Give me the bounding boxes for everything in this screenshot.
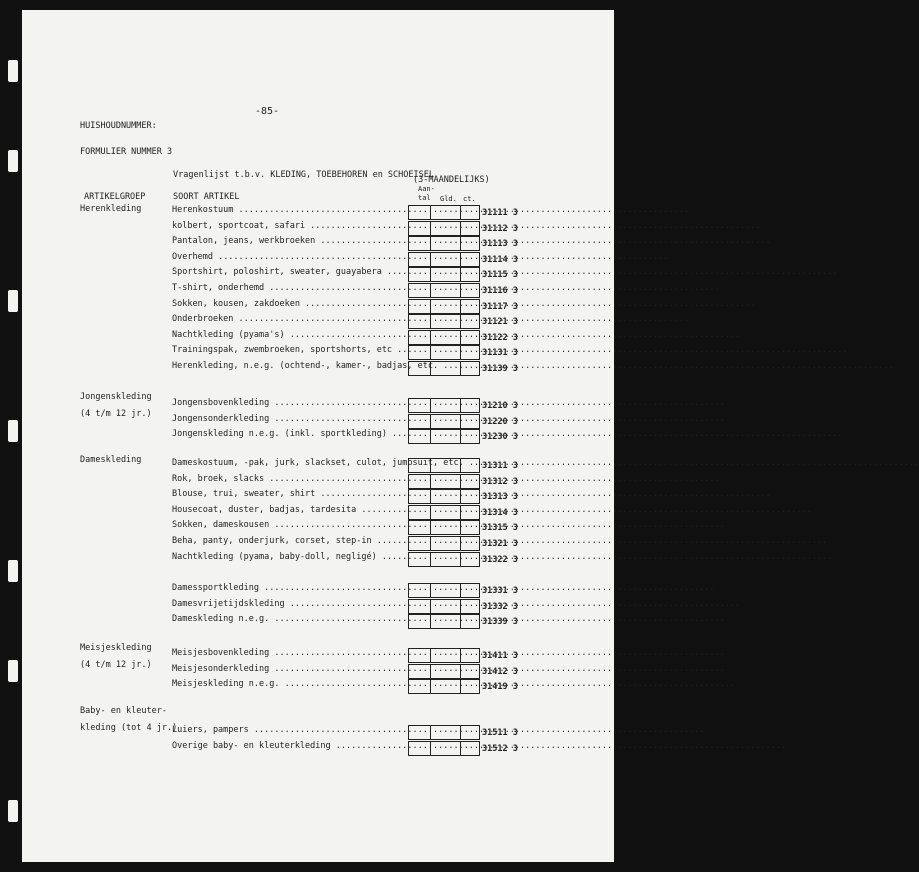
article-label: Meisjesonderkleding ..... — [172, 664, 408, 674]
col-header-group: ARTIKELGROEP — [84, 192, 146, 202]
group-label: Herenkleding — [80, 204, 142, 214]
cent-cell[interactable] — [461, 430, 479, 443]
article-code: 31332 3 — [482, 601, 518, 612]
aantal-cell[interactable] — [409, 475, 431, 488]
article-label: Jongenskleding n.e.g. (inkl. sportkleding) ..... — [172, 429, 408, 439]
group-sublabel: kleding (tot 4 jr.) — [80, 723, 178, 733]
guilder-cell[interactable] — [431, 430, 461, 443]
article-label: Herenkleding, n.e.g. (ochtend-, kamer-, badjas, etc. ..... — [172, 361, 408, 371]
cent-cell[interactable] — [461, 521, 479, 534]
article-label: Nachtkleding (pyama, baby-doll, negligé) ..... — [172, 552, 408, 562]
aantal-cell[interactable] — [409, 584, 431, 597]
article-label: Beha, panty, onderjurk, corset, step-in ..... — [172, 536, 408, 546]
guilder-cell[interactable] — [431, 331, 461, 344]
aantal-cell[interactable] — [409, 331, 431, 344]
guilder-cell[interactable] — [431, 521, 461, 534]
article-label: Herenkostuum ..... — [172, 205, 408, 215]
article-code: 31113 3 — [482, 239, 518, 250]
cent-cell[interactable] — [461, 253, 479, 266]
guilder-cell[interactable] — [431, 206, 461, 219]
article-label: Trainingspak, zwembroeken, sportshorts, etc ..... — [172, 345, 408, 355]
col-header-aantal: Aan- tal — [418, 185, 435, 202]
entry-cells — [408, 520, 480, 535]
entry-cells — [408, 599, 480, 614]
guilder-cell[interactable] — [431, 680, 461, 693]
entry-cells — [408, 536, 480, 551]
aantal-cell[interactable] — [409, 315, 431, 328]
entry-cells — [408, 489, 480, 504]
aantal-cell[interactable] — [409, 206, 431, 219]
aantal-cell[interactable] — [409, 362, 431, 375]
guilder-cell[interactable] — [431, 362, 461, 375]
article-label: Jongensonderkleding ..... — [172, 414, 408, 424]
article-label: kolbert, sportcoat, safari ..... — [172, 221, 408, 231]
article-code: 31115 3 — [482, 270, 518, 281]
guilder-cell[interactable] — [431, 553, 461, 566]
aantal-cell[interactable] — [409, 399, 431, 412]
guilder-cell[interactable] — [431, 537, 461, 550]
aantal-cell[interactable] — [409, 726, 431, 739]
article-label: Dameskleding n.e.g. ..... — [172, 614, 408, 624]
aantal-cell[interactable] — [409, 680, 431, 693]
article-code: 31314 3 — [482, 507, 518, 518]
cent-cell[interactable] — [461, 315, 479, 328]
entry-cells — [408, 614, 480, 629]
cent-cell[interactable] — [461, 284, 479, 297]
cent-cell[interactable] — [461, 665, 479, 678]
entry-cells — [408, 429, 480, 444]
cent-cell[interactable] — [461, 331, 479, 344]
guilder-cell[interactable] — [431, 300, 461, 313]
guilder-cell[interactable] — [431, 399, 461, 412]
cent-cell[interactable] — [461, 346, 479, 359]
guilder-cell[interactable] — [431, 584, 461, 597]
entry-cells — [408, 664, 480, 679]
article-label: Sokken, kousen, zakdoeken ..... — [172, 299, 408, 309]
article-label: Sokken, dameskousen ..... — [172, 520, 408, 530]
entry-cells — [408, 552, 480, 567]
form-title: Vragenlijst t.b.v. KLEDING, TOEBEHOREN en SCHOEISEL — [173, 170, 434, 180]
aantal-cell[interactable] — [409, 537, 431, 550]
article-code: 31322 3 — [482, 554, 518, 565]
page-number: -85- — [255, 106, 280, 117]
binding-mark — [8, 420, 18, 442]
guilder-cell[interactable] — [431, 346, 461, 359]
aantal-cell[interactable] — [409, 415, 431, 428]
article-code: 31121 3 — [482, 317, 518, 328]
col-header-ct: ct. — [463, 195, 476, 203]
entry-cells — [408, 345, 480, 360]
binding-mark — [8, 660, 18, 682]
article-code: 31331 3 — [482, 586, 518, 596]
article-code: 31139 3 — [482, 364, 518, 374]
article-code: 31339 3 — [482, 617, 518, 628]
aantal-cell[interactable] — [409, 222, 431, 235]
cent-cell[interactable] — [461, 726, 479, 739]
article-code: 31210 3 — [482, 401, 518, 411]
article-code: 31116 3 — [482, 286, 518, 296]
entry-cells — [408, 725, 480, 740]
cent-cell[interactable] — [461, 584, 479, 597]
guilder-cell[interactable] — [431, 649, 461, 662]
guilder-cell[interactable] — [431, 284, 461, 297]
entry-cells — [408, 474, 480, 489]
group-label: Dameskleding — [80, 455, 142, 465]
group-sublabel: (4 t/m 12 jr.) — [80, 409, 152, 419]
aantal-cell[interactable] — [409, 284, 431, 297]
article-code: 31220 3 — [482, 416, 518, 427]
entry-cells — [408, 361, 480, 376]
cent-cell[interactable] — [461, 399, 479, 412]
entry-cells — [408, 398, 480, 413]
aantal-cell[interactable] — [409, 553, 431, 566]
article-code: 31315 3 — [482, 523, 518, 534]
aantal-cell[interactable] — [409, 615, 431, 628]
cent-cell[interactable] — [461, 600, 479, 613]
cent-cell[interactable] — [461, 615, 479, 628]
article-label: Jongensbovenkleding ..... — [172, 398, 408, 408]
cent-cell[interactable] — [461, 506, 479, 519]
cent-cell[interactable] — [461, 268, 479, 281]
article-label: Sportshirt, poloshirt, sweater, guayabera ..... — [172, 267, 408, 277]
binding-mark — [8, 60, 18, 82]
aantal-cell[interactable] — [409, 268, 431, 281]
guilder-cell[interactable] — [431, 506, 461, 519]
cent-cell[interactable] — [461, 537, 479, 550]
article-code: 31111 3 — [482, 208, 518, 218]
entry-cells — [408, 414, 480, 429]
article-code: 31312 3 — [482, 476, 518, 487]
entry-cells — [408, 330, 480, 345]
article-code: 31511 3 — [482, 728, 518, 738]
form-label: FORMULIER NUMMER 3 — [80, 147, 173, 157]
article-code: 31131 3 — [482, 348, 518, 359]
aantal-cell[interactable] — [409, 346, 431, 359]
binding-mark — [8, 560, 18, 582]
guilder-cell[interactable] — [431, 742, 461, 755]
binding-mark — [8, 800, 18, 822]
guilder-cell[interactable] — [431, 459, 461, 472]
article-code: 31512 3 — [482, 743, 518, 754]
cent-cell[interactable] — [461, 362, 479, 375]
entry-cells — [408, 741, 480, 756]
article-code: 31411 3 — [482, 651, 518, 661]
household-label: HUISHOUDNUMMER: — [80, 121, 157, 131]
aantal-cell[interactable] — [409, 459, 431, 472]
entry-cells — [408, 267, 480, 282]
guilder-cell[interactable] — [431, 268, 461, 281]
col-header-gld: Gld. — [440, 195, 457, 203]
article-label: Blouse, trui, sweater, shirt ..... — [172, 489, 408, 499]
entry-cells — [408, 205, 480, 220]
article-code: 31114 3 — [482, 254, 518, 265]
article-label: Meisjesbovenkleding ..... — [172, 648, 408, 658]
guilder-cell[interactable] — [431, 253, 461, 266]
entry-cells — [408, 252, 480, 267]
article-label: Meisjeskleding n.e.g. ..... — [172, 679, 408, 689]
article-code: 31311 3 — [482, 461, 518, 471]
aantal-cell[interactable] — [409, 430, 431, 443]
guilder-cell[interactable] — [431, 222, 461, 235]
group-label: Jongenskleding — [80, 392, 152, 402]
cent-cell[interactable] — [461, 459, 479, 472]
guilder-cell[interactable] — [431, 475, 461, 488]
binding-mark — [8, 290, 18, 312]
entry-cells — [408, 583, 480, 598]
aantal-cell[interactable] — [409, 600, 431, 613]
aantal-cell[interactable] — [409, 490, 431, 503]
entry-cells — [408, 299, 480, 314]
aantal-cell[interactable] — [409, 649, 431, 662]
article-label: Damesvrijetijdskleding ..... — [172, 599, 408, 609]
cent-cell[interactable] — [461, 649, 479, 662]
article-code: 31112 3 — [482, 223, 518, 234]
article-code: 31419 3 — [482, 682, 518, 693]
article-label: Housecoat, duster, badjas, tardesita ..... — [172, 505, 408, 515]
cent-cell[interactable] — [461, 475, 479, 488]
binding-mark — [8, 150, 18, 172]
guilder-cell[interactable] — [431, 315, 461, 328]
cent-cell[interactable] — [461, 222, 479, 235]
entry-cells — [408, 236, 480, 251]
article-code: 31321 3 — [482, 539, 518, 549]
cent-cell[interactable] — [461, 415, 479, 428]
article-code: 31230 3 — [482, 432, 518, 443]
aantal-cell[interactable] — [409, 665, 431, 678]
article-label: Rok, broek, slacks ..... — [172, 474, 408, 484]
guilder-cell[interactable] — [431, 726, 461, 739]
article-label: Dameskostuum, -pak, jurk, slackset, culot, jumpsuit, etc. ..... — [172, 458, 408, 468]
aantal-cell[interactable] — [409, 506, 431, 519]
guilder-cell[interactable] — [431, 665, 461, 678]
article-label: Pantalon, jeans, werkbroeken ..... — [172, 236, 408, 246]
cent-cell[interactable] — [461, 206, 479, 219]
entry-cells — [408, 283, 480, 298]
article-label: Overige baby- en kleuterkleding ..... — [172, 741, 408, 751]
guilder-cell[interactable] — [431, 490, 461, 503]
entry-cells — [408, 314, 480, 329]
entry-cells — [408, 505, 480, 520]
guilder-cell[interactable] — [431, 615, 461, 628]
entry-cells — [408, 458, 480, 473]
group-label: Baby- en kleuter- — [80, 706, 167, 716]
cent-cell[interactable] — [461, 742, 479, 755]
guilder-cell[interactable] — [431, 600, 461, 613]
article-label: Nachtkleding (pyama's) ..... — [172, 330, 408, 340]
aantal-cell[interactable] — [409, 521, 431, 534]
guilder-cell[interactable] — [431, 415, 461, 428]
article-label: Overhemd ..... — [172, 252, 408, 262]
aantal-cell[interactable] — [409, 742, 431, 755]
article-label: T-shirt, onderhemd ..... — [172, 283, 408, 293]
cent-cell[interactable] — [461, 300, 479, 313]
aantal-cell[interactable] — [409, 300, 431, 313]
cent-cell[interactable] — [461, 237, 479, 250]
article-code: 31412 3 — [482, 666, 518, 677]
article-label: Luiers, pampers ..... — [172, 725, 408, 735]
article-code: 31117 3 — [482, 301, 518, 312]
article-code: 31122 3 — [482, 332, 518, 343]
group-sublabel: (4 t/m 12 jr.) — [80, 660, 152, 670]
cent-cell[interactable] — [461, 490, 479, 503]
col-header-article: SOORT ARTIKEL — [173, 192, 240, 202]
article-label: Onderbroeken ..... — [172, 314, 408, 324]
entry-cells — [408, 221, 480, 236]
guilder-cell[interactable] — [431, 237, 461, 250]
aantal-cell[interactable] — [409, 237, 431, 250]
article-code: 31313 3 — [482, 492, 518, 503]
entry-cells — [408, 679, 480, 694]
frequency-label: (3-MAANDELIJKS) — [413, 175, 490, 185]
cent-cell[interactable] — [461, 553, 479, 566]
article-label: Damessportkleding ..... — [172, 583, 408, 593]
cent-cell[interactable] — [461, 680, 479, 693]
group-label: Meisjeskleding — [80, 643, 152, 653]
aantal-cell[interactable] — [409, 253, 431, 266]
entry-cells — [408, 648, 480, 663]
